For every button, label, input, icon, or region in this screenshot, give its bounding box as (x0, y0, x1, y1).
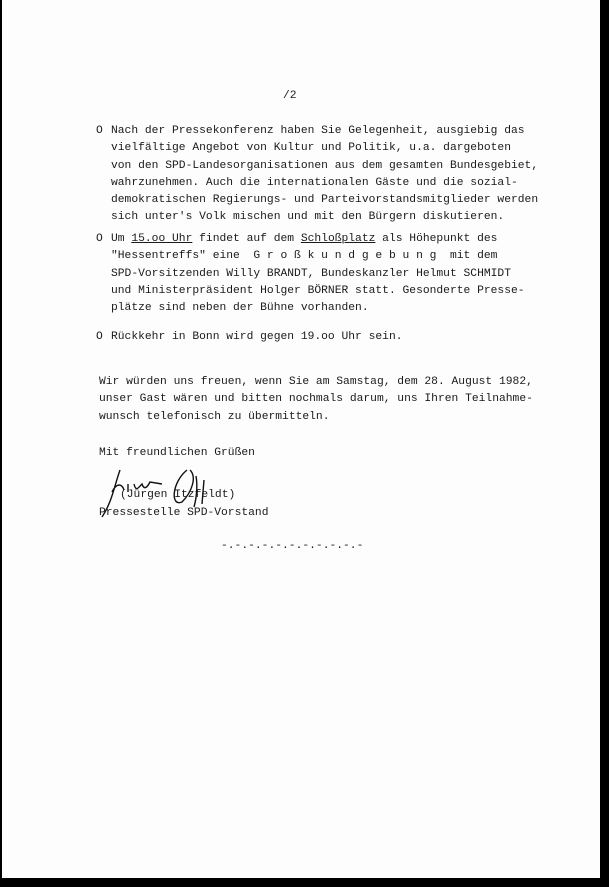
bullet-marker: O (96, 331, 103, 343)
end-mark: -.-.-.-.-.-.-.-.-.-.- (221, 540, 364, 552)
page-number: /2 (283, 90, 297, 102)
bullet-marker: O (96, 233, 103, 245)
signer-office: Pressestelle SPD-Vorstand (99, 507, 269, 519)
greeting: Mit freundlichen Grüßen (99, 447, 255, 459)
bullet-1-text: Nach der Pressekonferenz haben Sie Gelegenheit, ausgiebig das vielfältige Angebot von Kultur und Politik, u.a. dargeboten von den SPD-Landesorganisationen aus dem gesamten Bundesgebiet, wahrzunehmen. Auch die internationalen Gäste und die sozial- demokratischen Regierungs- und Parteivorstandsmitglieder werden sich unter's Volk mischen und mit den Bürgern diskutieren. (111, 125, 539, 224)
document-page (2, 0, 600, 878)
bullet-marker: O (96, 125, 103, 137)
bullet-3-text: Rückkehr in Bonn wird gegen 19.oo Uhr sein. (111, 331, 403, 343)
bullet-2-text: Um 15.oo Uhr findet auf dem Schloßplatz als Höhepunkt des "Hessentreffs" eine G r o ß k u n d g e b u n g mit dem SPD-Vorsitzenden Willy BRANDT, Bundeskanzler Helmut SCHMIDT und Ministerpräsident Holger BÖRNER statt. Gesonderte Presse- plätze sind neben der Bühne vorhanden. (111, 233, 525, 315)
closing-paragraph: Wir würden uns freuen, wenn Sie am Samstag, dem 28. August 1982, unser Gast wären und bitten nochmals darum, uns Ihren Teilnahme- wunsch telefonisch zu übermitteln. (99, 376, 533, 423)
signer-name: (Jürgen Itzfeldt) (120, 489, 236, 501)
